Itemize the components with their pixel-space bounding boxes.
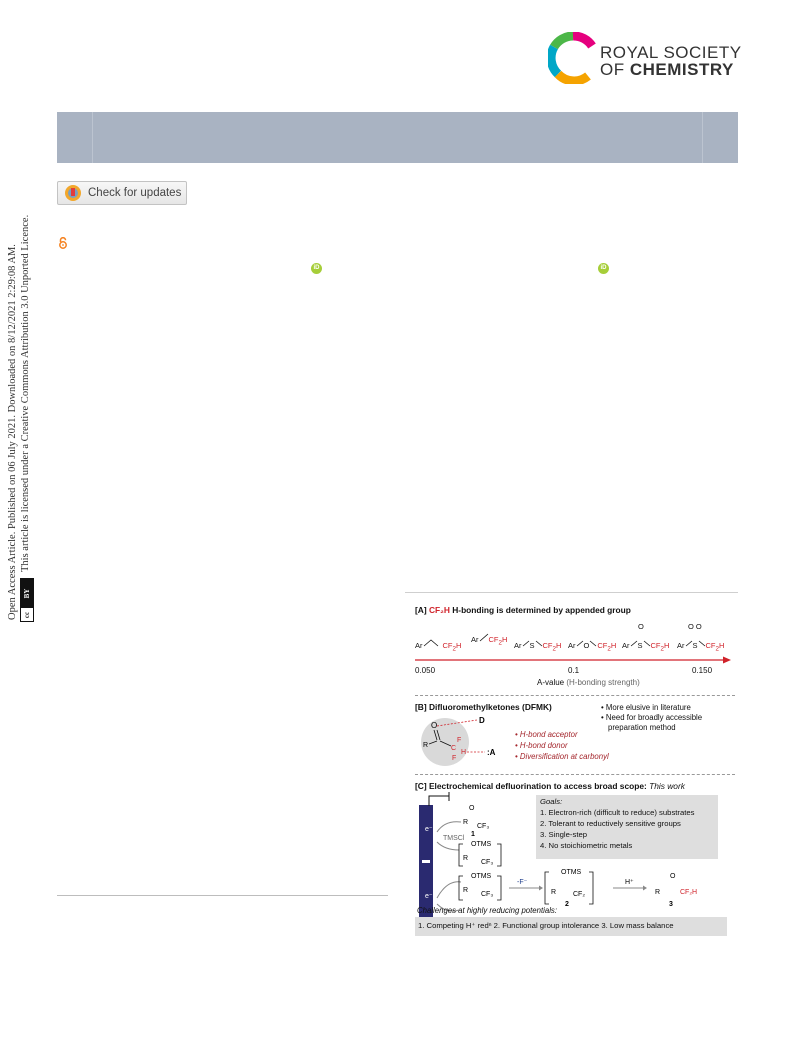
license-side-notice <box>6 200 46 620</box>
b-red-2: • H-bond donor <box>515 741 568 750</box>
svg-text:O: O <box>670 873 676 880</box>
svg-text:F: F <box>452 755 457 762</box>
svg-text:CF₂: CF₂ <box>573 891 586 898</box>
section-c-title-text: Electrochemical defluorination to access broad scope: <box>428 781 647 791</box>
logo-line-1: ROYAL SOCIETY <box>600 43 742 62</box>
section-a-label: [A] <box>415 605 427 615</box>
challenges-list: 1. Competing H⁺ redⁿ 2. Functional group intolerance 3. Low mass balance <box>418 921 674 930</box>
cc-by-badge[interactable] <box>20 578 34 622</box>
structure-ar-so2-cf2h: Ar S $CF_2H$ <box>677 641 725 653</box>
a-value-axis <box>405 656 738 664</box>
goal-item: 3. Single-step <box>540 830 588 839</box>
license-line-1: Open Access Article. Published on 06 July 2021. Downloaded on 8/12/2021 2:29:08 AM. <box>7 244 18 620</box>
structure-ar-so-cf2h: Ar S $CF_2H$ <box>622 641 670 653</box>
svg-text:CF₃: CF₃ <box>481 859 494 866</box>
header-band <box>57 112 738 163</box>
logo-line-2 <box>600 60 734 80</box>
svg-text:R: R <box>655 889 661 896</box>
orcid-icon[interactable]: iD <box>311 263 322 274</box>
structure-ar-o-cf2h: Ar O $CF_2H$ <box>568 641 617 653</box>
band-divider <box>702 112 703 163</box>
axis-label <box>537 678 640 687</box>
license-line-2: This article is licensed under a Creative Commons Attribution 3.0 Unported Licence. <box>20 214 31 572</box>
goal-item: 1. Electron-rich (difficult to reduce) substrates <box>540 808 695 817</box>
goal-item: 4. No stoichiometric metals <box>540 841 633 850</box>
section-a-title-rest: H-bonding is determined by appended group <box>452 605 631 615</box>
section-c-label: [C] <box>415 781 427 791</box>
structure-ar-ch2-cf2h: Ar $CF_2H$ <box>415 641 462 653</box>
rsc-logo <box>548 32 743 84</box>
otms-1: OTMS <box>471 841 492 848</box>
reagent-fluoride: -F⁻ <box>517 879 528 886</box>
logo-chemistry: CHEMISTRY <box>629 60 734 79</box>
axis-tick-mid: 0.1 <box>568 666 580 675</box>
section-a-title-red: CF₂H <box>428 605 450 615</box>
compound-3: 3 <box>669 901 673 908</box>
svg-text:CF₂H: CF₂H <box>680 889 698 896</box>
goal-item: 2. Tolerant to reductively sensitive groups <box>540 819 681 828</box>
mol-d: D <box>479 716 485 725</box>
otms-3: OTMS <box>561 869 582 876</box>
b-note-1: • More elusive in literature <box>601 703 691 712</box>
cc-badge-cc: cc <box>21 609 33 621</box>
compound-2: 2 <box>565 901 569 908</box>
challenges-title: Challenges at highly reducing potentials: <box>417 906 558 915</box>
svg-text:R: R <box>463 887 469 894</box>
figure-top-rule <box>405 592 738 593</box>
reagent-proton: H⁺ <box>625 879 634 886</box>
band-divider <box>92 112 93 163</box>
electron-label-1: e⁻ <box>425 826 433 833</box>
section-a-title <box>415 605 631 615</box>
rsc-logo-mark-icon <box>548 32 598 84</box>
goals-title: Goals: <box>540 797 563 806</box>
section-b-label: [B] <box>415 702 427 712</box>
mol-a: :A <box>487 748 496 757</box>
axis-label-main: A-value <box>537 678 565 687</box>
otms-2: OTMS <box>471 873 492 880</box>
svg-text:CF₃: CF₃ <box>477 823 490 830</box>
section-b-title-text: Difluoromethylketones (DFMK) <box>428 702 552 712</box>
graphical-abstract-figure <box>405 592 738 936</box>
reagent-tmscl: TMSCl <box>443 835 465 842</box>
challenges-box <box>415 917 727 936</box>
svg-text:R: R <box>423 742 429 749</box>
section-divider <box>415 774 735 775</box>
check-for-updates-label: Check for updates <box>88 187 182 199</box>
section-c-title-italic: This work <box>649 781 685 791</box>
svg-text:C: C <box>451 745 457 752</box>
footnote-rule <box>57 895 388 896</box>
svg-text:O: O <box>469 805 475 812</box>
section-divider <box>415 695 735 696</box>
structure-ar-cf2h: Ar $CF_2H$ <box>471 635 508 647</box>
axis-label-note: (H-bonding strength) <box>566 678 640 687</box>
axis-tick-low: 0.050 <box>415 666 436 675</box>
electron-label-2: e⁻ <box>425 893 433 900</box>
cc-badge-by: BY <box>21 579 33 608</box>
structure-dioxo-label: O O <box>688 622 702 631</box>
section-c-title <box>415 781 685 791</box>
compound-1: 1 <box>471 831 475 838</box>
section-b-title <box>415 702 552 712</box>
goals-box <box>536 795 718 859</box>
b-red-3: • Diversification at carbonyl <box>515 752 609 761</box>
axis-tick-high: 0.150 <box>692 666 713 675</box>
crossmark-icon <box>64 184 82 202</box>
orcid-icon[interactable]: iD <box>598 263 609 274</box>
svg-text:R: R <box>463 855 469 862</box>
b-note-3: preparation method <box>608 723 676 732</box>
svg-text:R: R <box>463 819 469 826</box>
svg-text:O: O <box>431 721 438 730</box>
structure-oxygen-label: O <box>638 622 644 631</box>
check-for-updates-button[interactable] <box>57 181 187 205</box>
b-note-2: • Need for broadly accessible <box>601 713 703 722</box>
svg-text:CF₃: CF₃ <box>481 891 494 898</box>
svg-text:R: R <box>551 889 557 896</box>
open-access-lock-icon <box>58 237 68 249</box>
b-red-1: • H-bond acceptor <box>515 730 578 739</box>
logo-of: OF <box>600 60 625 79</box>
svg-text:F: F <box>457 737 462 744</box>
dfmk-molecule <box>419 714 519 768</box>
svg-text:H: H <box>461 749 467 756</box>
structure-ar-s-cf2h: Ar S $CF_2H$ <box>514 641 562 653</box>
